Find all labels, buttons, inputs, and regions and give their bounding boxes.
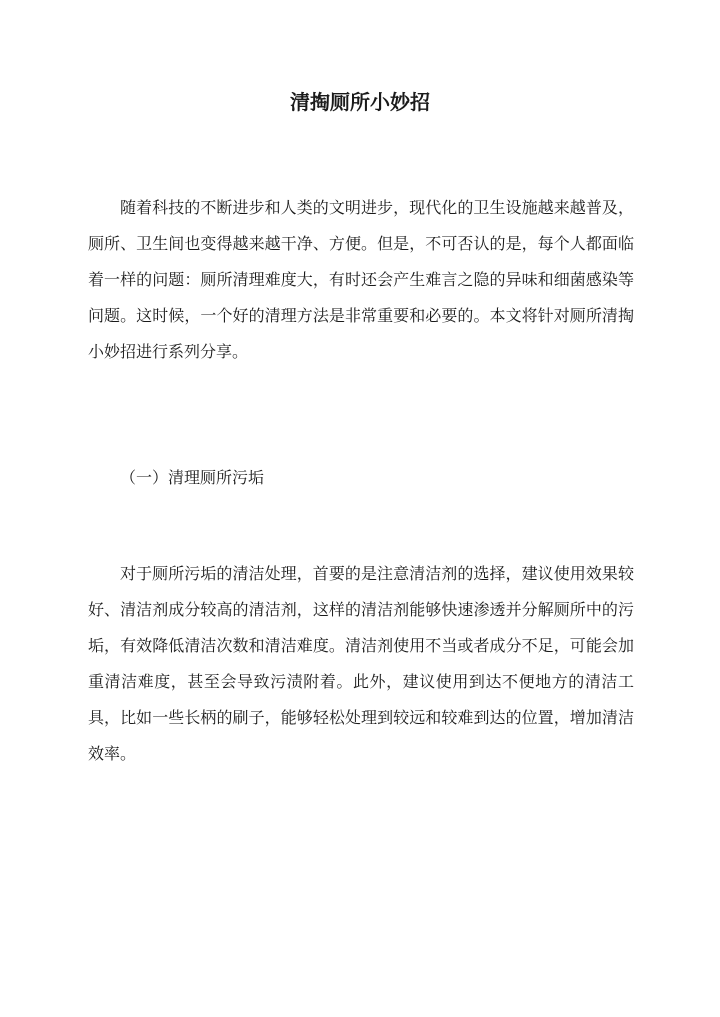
section-heading: （一）清理厕所污垢 <box>120 468 265 487</box>
document-title: 清掏厕所小妙招 <box>290 90 430 114</box>
intro-paragraph: 随着科技的不断进步和人类的文明进步，现代化的卫生设施越来越普及，厕所、卫生间也变得越来越干净、方便。但是，不可否认的是，每个人都面临着一样的问题：厕所清理难度大，有时还会产生难言之隐的异味和细菌感染等问题。这时候，一个好的清理方法是非常重要和必要的。本文将针对厕所清掏小妙招进行系列分享。 <box>88 198 634 361</box>
section-paragraph: 对于厕所污垢的清洁处理，首要的是注意清洁剂的选择，建议使用效果较好、清洁剂成分较高的清洁剂，这样的清洁剂能够快速渗透并分解厕所中的污垢，有效降低清洁次数和清洁难度。清洁剂使用不当或者成分不足，可能会加重清洁难度，甚至会导致污渍附着。此外，建议使用到达不便地方的清洁工具，比如一些长柄的刷子，能够轻松处理到较远和较难到达的位置，增加清洁效率。 <box>88 564 634 763</box>
